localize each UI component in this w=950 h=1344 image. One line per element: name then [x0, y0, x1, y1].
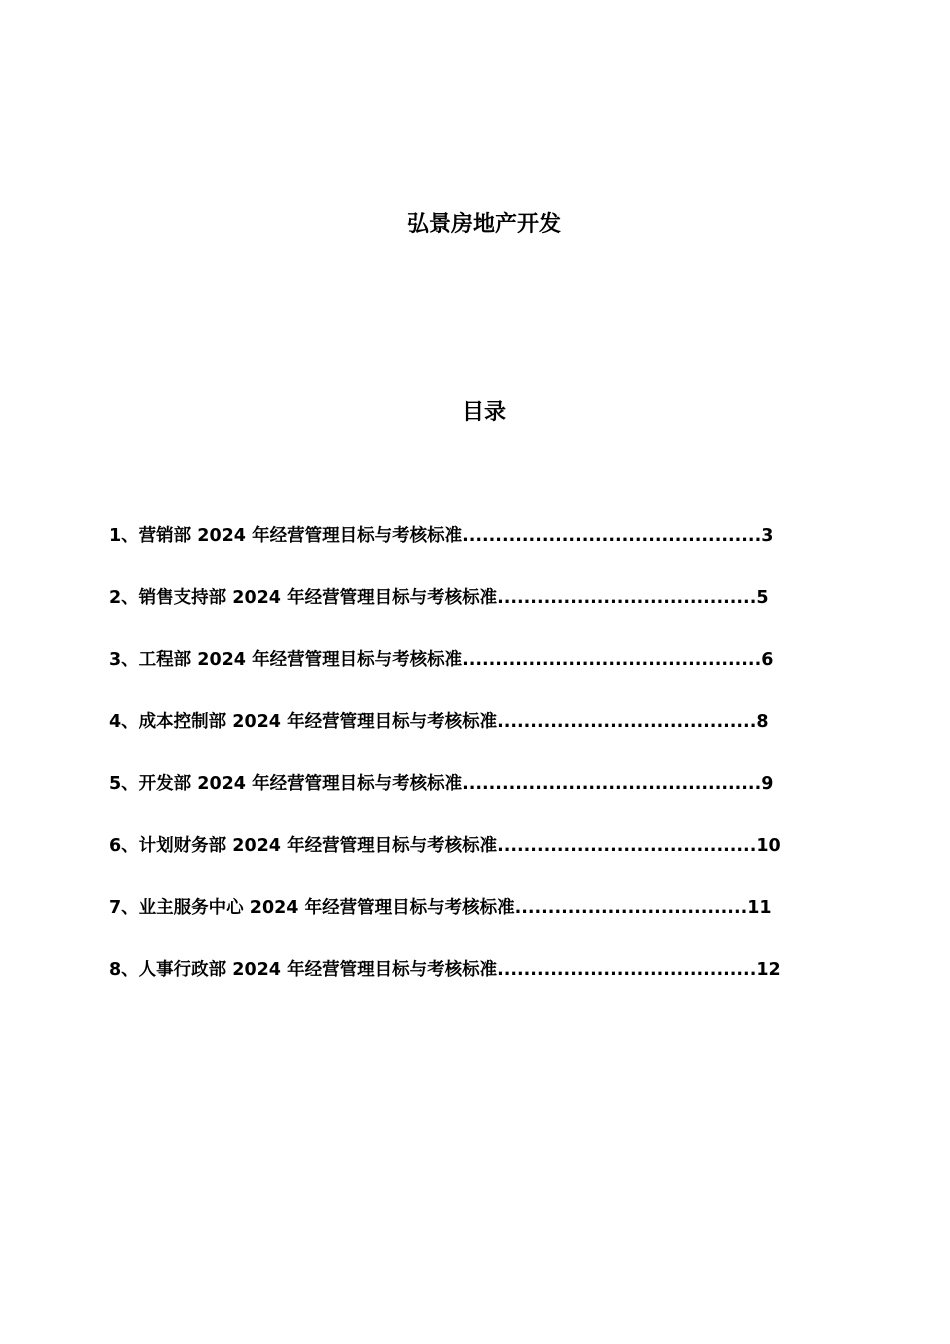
toc-entry-5[interactable]: 5、开发部 2024 年经营管理目标与考核标准.............................................9 — [109, 774, 774, 794]
company-name: 弘景房地产开发 — [406, 212, 561, 237]
toc-title: 目录 — [461, 400, 506, 425]
toc-entry-3[interactable]: 3、工程部 2024 年经营管理目标与考核标准.............................................6 — [109, 650, 774, 670]
toc-entry-4[interactable]: 4、成本控制部 2024 年经营管理目标与考核标准.......................................8 — [109, 712, 769, 732]
toc-entry-8[interactable]: 8、人事行政部 2024 年经营管理目标与考核标准.......................................12 — [109, 960, 781, 980]
table-of-contents — [109, 522, 809, 1018]
toc-entry-2[interactable]: 2、销售支持部 2024 年经营管理目标与考核标准.......................................5 — [109, 588, 769, 608]
toc-entry-6[interactable]: 6、计划财务部 2024 年经营管理目标与考核标准.......................................10 — [109, 836, 781, 856]
toc-entry-1[interactable]: 1、营销部 2024 年经营管理目标与考核标准.............................................3 — [109, 526, 774, 546]
toc-entry-7[interactable]: 7、业主服务中心 2024 年经营管理目标与考核标准...................................11 — [109, 898, 772, 918]
